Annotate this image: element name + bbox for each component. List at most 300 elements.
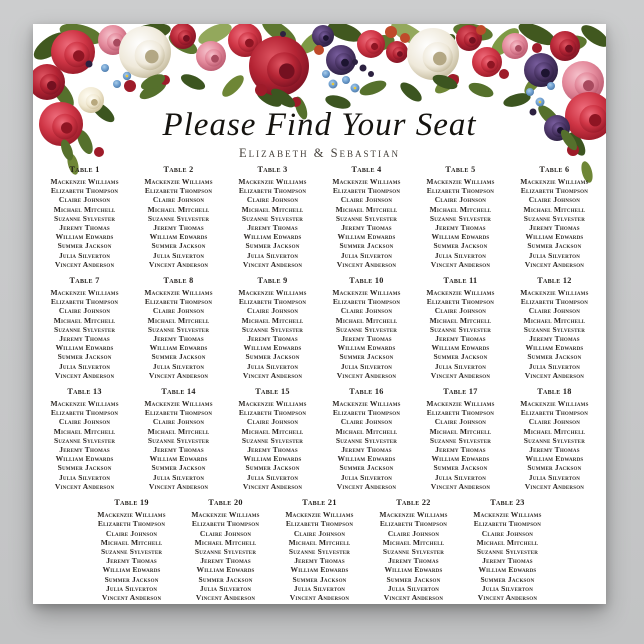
- guest-name: Mackenzie Williams: [50, 399, 119, 409]
- guest-name: Elizabeth Thompson: [144, 297, 213, 307]
- table-label: Table 6: [539, 165, 570, 174]
- guest-name: Jeremy Thomas: [59, 445, 110, 455]
- guest-name: Vincent Anderson: [430, 481, 491, 491]
- table-label: Table 12: [537, 276, 572, 286]
- guest-name: Claire Johnson: [293, 528, 346, 538]
- guest-name: Claire Johnson: [528, 417, 581, 427]
- guest-list: [132, 399, 226, 491]
- guest-name: Mackenzie Williams: [520, 288, 589, 298]
- guest-name: Vincent Anderson: [242, 370, 303, 380]
- guest-name: Vincent Anderson: [54, 259, 115, 269]
- table-label: Table 7: [69, 276, 100, 286]
- guest-name: Suzanne Sylvester: [288, 546, 351, 556]
- guest-name: Elizabeth Thompson: [426, 186, 495, 196]
- table-label: Table 13: [67, 387, 102, 397]
- table-label: Table 22: [396, 498, 431, 508]
- guest-name: Claire Johnson: [105, 528, 158, 538]
- guest-name: Vincent Anderson: [148, 370, 209, 380]
- guest-name: Mackenzie Williams: [332, 399, 401, 409]
- guest-name: Suzanne Sylvester: [241, 213, 304, 223]
- guest-name: William Edwards: [290, 565, 349, 575]
- guest-name: William Edwards: [431, 454, 490, 464]
- guest-name: Michael Mitchell: [241, 204, 304, 214]
- guest-name: Mackenzie Williams: [144, 399, 213, 409]
- guest-name: William Edwards: [337, 454, 396, 464]
- guest-name: Vincent Anderson: [524, 481, 585, 491]
- guest-name: Suzanne Sylvester: [523, 435, 586, 445]
- guest-name: Summer Jackson: [57, 463, 112, 473]
- guest-name: Julia Silverton: [246, 250, 299, 260]
- guest-name: Mackenzie Williams: [520, 177, 589, 186]
- guest-name: Mackenzie Williams: [332, 177, 401, 186]
- guest-name: Jeremy Thomas: [435, 445, 486, 455]
- table-block: [320, 386, 414, 491]
- guest-name: Claire Johnson: [340, 306, 393, 316]
- table-block: [132, 164, 226, 269]
- guest-name: Julia Silverton: [246, 472, 299, 482]
- table-block: [226, 164, 320, 269]
- guest-name: Claire Johnson: [387, 528, 440, 538]
- couple-names: Elizabeth & Sebastian: [238, 146, 401, 160]
- guest-name: Jeremy Thomas: [153, 334, 204, 344]
- guest-name: Mackenzie Williams: [520, 399, 589, 409]
- guest-name: Vincent Anderson: [383, 592, 444, 602]
- guest-list: [320, 177, 414, 269]
- guest-name: Claire Johnson: [246, 306, 299, 316]
- guest-name: Michael Mitchell: [335, 315, 398, 325]
- guest-name: Elizabeth Thompson: [520, 297, 589, 307]
- table-label: Table 5: [445, 165, 476, 174]
- table-label: Table 10: [349, 276, 384, 286]
- guest-name: Michael Mitchell: [241, 426, 304, 436]
- guest-name: Elizabeth Thompson: [332, 186, 401, 196]
- guest-name: Jeremy Thomas: [529, 223, 580, 233]
- guest-name: Michael Mitchell: [147, 315, 210, 325]
- guest-name: Mackenzie Williams: [379, 510, 448, 520]
- guest-name: William Edwards: [243, 343, 302, 353]
- guest-name: Jeremy Thomas: [247, 334, 298, 344]
- guest-name: Michael Mitchell: [429, 426, 492, 436]
- guest-name: Julia Silverton: [58, 361, 111, 371]
- table-label: Table 17: [443, 387, 478, 397]
- guest-name: Mackenzie Williams: [144, 177, 213, 186]
- guest-name: William Edwards: [196, 565, 255, 575]
- table-label: Table 9: [257, 276, 288, 286]
- guest-name: Elizabeth Thompson: [426, 297, 495, 307]
- guest-name: Claire Johnson: [481, 528, 534, 538]
- guest-name: Summer Jackson: [245, 352, 300, 362]
- guest-name: Jeremy Thomas: [59, 334, 110, 344]
- guest-name: Claire Johnson: [58, 417, 111, 427]
- guest-name: Julia Silverton: [340, 361, 393, 371]
- guest-name: Jeremy Thomas: [388, 556, 439, 566]
- guest-name: Claire Johnson: [340, 195, 393, 205]
- guest-name: Mackenzie Williams: [144, 288, 213, 298]
- guest-name: Vincent Anderson: [336, 370, 397, 380]
- guest-name: Michael Mitchell: [523, 426, 586, 436]
- guest-list: [507, 177, 601, 269]
- guest-name: Elizabeth Thompson: [473, 519, 542, 529]
- guest-name: William Edwards: [384, 565, 443, 575]
- guest-name: Julia Silverton: [340, 250, 393, 260]
- guest-name: Suzanne Sylvester: [335, 213, 398, 223]
- guest-name: Suzanne Sylvester: [241, 435, 304, 445]
- guest-name: Mackenzie Williams: [50, 177, 119, 186]
- table-label: Table 21: [302, 498, 337, 508]
- guest-name: Julia Silverton: [199, 583, 252, 593]
- guest-name: William Edwards: [149, 343, 208, 353]
- guest-name: Vincent Anderson: [336, 259, 397, 269]
- guest-name: Elizabeth Thompson: [238, 186, 307, 196]
- guest-name: Suzanne Sylvester: [335, 324, 398, 334]
- guest-name: Michael Mitchell: [100, 537, 163, 547]
- guest-name: Summer Jackson: [292, 574, 347, 584]
- guest-name: Suzanne Sylvester: [476, 546, 539, 556]
- guest-list: [85, 510, 179, 602]
- guest-name: Vincent Anderson: [195, 592, 256, 602]
- guest-list: [226, 288, 320, 380]
- guest-name: Claire Johnson: [434, 417, 487, 427]
- guest-name: Michael Mitchell: [335, 426, 398, 436]
- guest-list: [366, 510, 460, 602]
- guest-name: Julia Silverton: [528, 472, 581, 482]
- guest-name: William Edwards: [243, 454, 302, 464]
- guest-list: [132, 177, 226, 269]
- table-label: Table 1: [69, 165, 100, 174]
- guest-name: Mackenzie Williams: [473, 510, 542, 520]
- poster-title: Please Find Your Seat: [162, 107, 477, 143]
- guest-name: Elizabeth Thompson: [144, 186, 213, 196]
- guest-name: William Edwards: [55, 232, 114, 242]
- guest-name: Claire Johnson: [58, 306, 111, 316]
- table-block: [38, 386, 132, 491]
- guest-name: Jeremy Thomas: [435, 334, 486, 344]
- guest-name: Suzanne Sylvester: [53, 213, 116, 223]
- table-label: Table 20: [208, 498, 243, 508]
- guest-name: Julia Silverton: [434, 472, 487, 482]
- guest-name: Suzanne Sylvester: [429, 213, 492, 223]
- guest-name: Suzanne Sylvester: [523, 324, 586, 334]
- guest-name: Jeremy Thomas: [435, 223, 486, 233]
- guest-name: Claire Johnson: [152, 195, 205, 205]
- guest-name: Julia Silverton: [434, 361, 487, 371]
- guest-name: William Edwards: [337, 343, 396, 353]
- guest-name: Elizabeth Thompson: [238, 297, 307, 307]
- guest-name: Summer Jackson: [339, 241, 394, 251]
- guest-name: Michael Mitchell: [429, 204, 492, 214]
- guest-name: Julia Silverton: [387, 583, 440, 593]
- guest-name: Vincent Anderson: [289, 592, 350, 602]
- table-block: [413, 386, 507, 491]
- table-block: [507, 275, 601, 380]
- guest-name: William Edwards: [525, 454, 584, 464]
- guest-name: William Edwards: [431, 232, 490, 242]
- guest-name: Summer Jackson: [245, 241, 300, 251]
- guest-name: Michael Mitchell: [382, 537, 445, 547]
- guest-name: Claire Johnson: [434, 195, 487, 205]
- guest-name: Jeremy Thomas: [200, 556, 251, 566]
- guest-name: Vincent Anderson: [242, 259, 303, 269]
- guest-name: Mackenzie Williams: [238, 177, 307, 186]
- table-label: Table 16: [349, 387, 384, 397]
- guest-name: Jeremy Thomas: [59, 223, 110, 233]
- table-block: [320, 164, 414, 269]
- guest-name: Elizabeth Thompson: [520, 186, 589, 196]
- guest-name: Mackenzie Williams: [426, 399, 495, 409]
- guest-name: William Edwards: [55, 454, 114, 464]
- guest-name: William Edwards: [149, 454, 208, 464]
- table-label: Table 23: [490, 498, 525, 508]
- table-block: [85, 497, 179, 602]
- guest-name: Mackenzie Williams: [426, 288, 495, 298]
- guest-name: Summer Jackson: [104, 574, 159, 584]
- guest-name: Julia Silverton: [105, 583, 158, 593]
- guest-name: Elizabeth Thompson: [332, 408, 401, 418]
- guest-name: Mackenzie Williams: [285, 510, 354, 520]
- guest-name: Elizabeth Thompson: [332, 297, 401, 307]
- table-label: Table 8: [163, 276, 194, 286]
- guest-name: Elizabeth Thompson: [238, 408, 307, 418]
- guest-name: Suzanne Sylvester: [429, 435, 492, 445]
- guest-list: [413, 288, 507, 380]
- guest-name: Suzanne Sylvester: [194, 546, 257, 556]
- guest-name: Summer Jackson: [245, 463, 300, 473]
- guest-name: Jeremy Thomas: [341, 334, 392, 344]
- guest-name: Julia Silverton: [528, 361, 581, 371]
- guest-list: [507, 399, 601, 491]
- guest-name: Elizabeth Thompson: [144, 408, 213, 418]
- table-block: [413, 164, 507, 269]
- guest-name: William Edwards: [243, 232, 302, 242]
- guest-name: Julia Silverton: [58, 472, 111, 482]
- table-label: Table 2: [163, 165, 194, 174]
- guest-list: [413, 399, 507, 491]
- guest-list: [38, 399, 132, 491]
- guest-name: Vincent Anderson: [101, 592, 162, 602]
- guest-name: Claire Johnson: [246, 417, 299, 427]
- guest-name: Suzanne Sylvester: [147, 324, 210, 334]
- guest-list: [320, 288, 414, 380]
- guest-name: Michael Mitchell: [523, 315, 586, 325]
- guest-name: Julia Silverton: [481, 583, 534, 593]
- guest-name: Mackenzie Williams: [97, 510, 166, 520]
- guest-name: Mackenzie Williams: [238, 288, 307, 298]
- guest-name: Jeremy Thomas: [341, 445, 392, 455]
- guest-name: Michael Mitchell: [523, 204, 586, 214]
- guest-name: Summer Jackson: [386, 574, 441, 584]
- guest-name: Vincent Anderson: [148, 481, 209, 491]
- guest-name: Summer Jackson: [339, 352, 394, 362]
- table-label: Table 19: [114, 498, 149, 508]
- guest-name: Michael Mitchell: [53, 315, 116, 325]
- guest-list: [273, 510, 367, 602]
- guest-name: Summer Jackson: [480, 574, 535, 584]
- guest-name: Jeremy Thomas: [247, 223, 298, 233]
- guest-name: Vincent Anderson: [54, 370, 115, 380]
- guest-name: Vincent Anderson: [242, 481, 303, 491]
- guest-name: Michael Mitchell: [147, 204, 210, 214]
- guest-name: William Edwards: [149, 232, 208, 242]
- guest-name: Mackenzie Williams: [332, 288, 401, 298]
- guest-name: Michael Mitchell: [241, 315, 304, 325]
- table-block: [460, 497, 554, 602]
- table-block: [507, 164, 601, 269]
- guest-name: Suzanne Sylvester: [147, 435, 210, 445]
- guest-name: Summer Jackson: [527, 463, 582, 473]
- guest-name: Claire Johnson: [58, 195, 111, 205]
- guest-name: Jeremy Thomas: [294, 556, 345, 566]
- guest-name: Vincent Anderson: [524, 259, 585, 269]
- guest-name: William Edwards: [431, 343, 490, 353]
- table-block: [273, 497, 367, 602]
- guest-name: Claire Johnson: [434, 306, 487, 316]
- table-block: [226, 275, 320, 380]
- guest-name: Claire Johnson: [528, 306, 581, 316]
- guest-list: [132, 288, 226, 380]
- guest-name: Julia Silverton: [340, 472, 393, 482]
- guest-name: Summer Jackson: [151, 352, 206, 362]
- guest-name: Michael Mitchell: [288, 537, 351, 547]
- table-block: [507, 386, 601, 491]
- table-block: [132, 386, 226, 491]
- guest-name: Suzanne Sylvester: [147, 213, 210, 223]
- guest-name: Summer Jackson: [57, 352, 112, 362]
- guest-name: Summer Jackson: [339, 463, 394, 473]
- guest-name: Jeremy Thomas: [341, 223, 392, 233]
- guest-name: Michael Mitchell: [429, 315, 492, 325]
- guest-name: Summer Jackson: [198, 574, 253, 584]
- guest-name: Julia Silverton: [58, 250, 111, 260]
- guest-name: Vincent Anderson: [430, 259, 491, 269]
- guest-name: Michael Mitchell: [53, 426, 116, 436]
- guest-name: Michael Mitchell: [335, 204, 398, 214]
- guest-name: Jeremy Thomas: [529, 334, 580, 344]
- guest-name: William Edwards: [55, 343, 114, 353]
- guest-name: Mackenzie Williams: [238, 399, 307, 409]
- guest-name: Vincent Anderson: [524, 370, 585, 380]
- guest-name: Elizabeth Thompson: [50, 186, 119, 196]
- guest-name: William Edwards: [525, 343, 584, 353]
- guest-name: Jeremy Thomas: [482, 556, 533, 566]
- guest-name: Jeremy Thomas: [153, 223, 204, 233]
- guest-name: Elizabeth Thompson: [50, 408, 119, 418]
- table-label: Table 15: [255, 387, 290, 397]
- guest-name: Elizabeth Thompson: [285, 519, 354, 529]
- guest-name: Claire Johnson: [152, 306, 205, 316]
- guest-name: Elizabeth Thompson: [97, 519, 166, 529]
- guest-name: Michael Mitchell: [147, 426, 210, 436]
- guest-name: Mackenzie Williams: [191, 510, 260, 520]
- guest-name: William Edwards: [102, 565, 161, 575]
- guest-name: Julia Silverton: [152, 472, 205, 482]
- table-block: [38, 275, 132, 380]
- guest-name: William Edwards: [478, 565, 537, 575]
- guest-name: Claire Johnson: [528, 195, 581, 205]
- guest-list: [179, 510, 273, 602]
- guest-name: Summer Jackson: [433, 352, 488, 362]
- guest-name: Mackenzie Williams: [426, 177, 495, 186]
- guest-name: Jeremy Thomas: [153, 445, 204, 455]
- seating-chart-poster: [33, 24, 606, 604]
- guest-name: Vincent Anderson: [148, 259, 209, 269]
- guest-name: Summer Jackson: [433, 463, 488, 473]
- guest-name: Mackenzie Williams: [50, 288, 119, 298]
- guest-list: [226, 177, 320, 269]
- guest-name: Vincent Anderson: [477, 592, 538, 602]
- guest-name: Suzanne Sylvester: [523, 213, 586, 223]
- guest-list: [38, 288, 132, 380]
- guest-list: [226, 399, 320, 491]
- guest-name: Julia Silverton: [246, 361, 299, 371]
- guest-name: Summer Jackson: [527, 352, 582, 362]
- guest-name: Summer Jackson: [57, 241, 112, 251]
- table-label: Table 11: [443, 276, 478, 286]
- guest-name: Suzanne Sylvester: [241, 324, 304, 334]
- guest-name: Suzanne Sylvester: [382, 546, 445, 556]
- guest-name: Suzanne Sylvester: [53, 435, 116, 445]
- table-label: Table 4: [351, 165, 382, 174]
- table-label: Table 14: [161, 387, 196, 397]
- guest-list: [320, 399, 414, 491]
- guest-name: Vincent Anderson: [336, 481, 397, 491]
- guest-name: Elizabeth Thompson: [426, 408, 495, 418]
- table-block: [179, 497, 273, 602]
- guest-name: Vincent Anderson: [54, 481, 115, 491]
- table-block: [38, 164, 132, 269]
- guest-name: Suzanne Sylvester: [53, 324, 116, 334]
- guest-name: Julia Silverton: [293, 583, 346, 593]
- table-block: [320, 275, 414, 380]
- guest-name: Jeremy Thomas: [529, 445, 580, 455]
- guest-list: [460, 510, 554, 602]
- guest-list: [507, 288, 601, 380]
- guest-name: Suzanne Sylvester: [429, 324, 492, 334]
- guest-name: Julia Silverton: [434, 250, 487, 260]
- table-label: Table 18: [537, 387, 572, 397]
- guest-name: Michael Mitchell: [53, 204, 116, 214]
- guest-name: Claire Johnson: [152, 417, 205, 427]
- guest-name: Summer Jackson: [151, 241, 206, 251]
- guest-name: Jeremy Thomas: [106, 556, 157, 566]
- table-block: [132, 275, 226, 380]
- table-block: [413, 275, 507, 380]
- guest-name: Claire Johnson: [246, 195, 299, 205]
- guest-name: William Edwards: [525, 232, 584, 242]
- guest-name: Michael Mitchell: [194, 537, 257, 547]
- guest-name: Michael Mitchell: [476, 537, 539, 547]
- table-label: Table 3: [257, 165, 288, 174]
- guest-name: Julia Silverton: [152, 250, 205, 260]
- guest-name: Claire Johnson: [199, 528, 252, 538]
- tables-grid: [33, 164, 606, 604]
- guest-list: [413, 177, 507, 269]
- table-block: [366, 497, 460, 602]
- guest-name: Summer Jackson: [433, 241, 488, 251]
- guest-name: William Edwards: [337, 232, 396, 242]
- guest-name: Vincent Anderson: [430, 370, 491, 380]
- table-block: [226, 386, 320, 491]
- guest-list: [38, 177, 132, 269]
- guest-name: Elizabeth Thompson: [520, 408, 589, 418]
- guest-name: Elizabeth Thompson: [191, 519, 260, 529]
- guest-name: Suzanne Sylvester: [100, 546, 163, 556]
- poster-header: [33, 108, 606, 161]
- guest-name: Summer Jackson: [151, 463, 206, 473]
- guest-name: Suzanne Sylvester: [335, 435, 398, 445]
- guest-name: Elizabeth Thompson: [379, 519, 448, 529]
- guest-name: Claire Johnson: [340, 417, 393, 427]
- guest-name: Julia Silverton: [528, 250, 581, 260]
